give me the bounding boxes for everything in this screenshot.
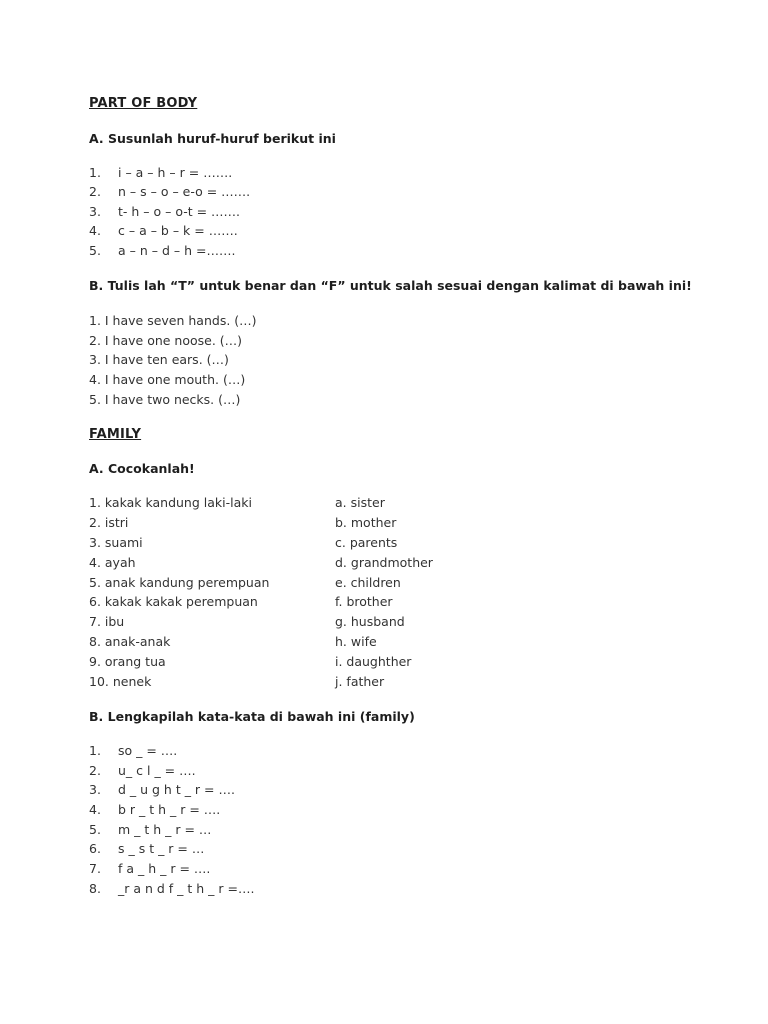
family-b-item: 7. f a _ h _ r = …. xyxy=(89,861,211,876)
body-a-item: 3. t- h – o – o-t = ……. xyxy=(89,204,241,219)
family-a-right-item: a. sister xyxy=(335,495,385,510)
body-a-item: 4. c – a – b – k = ……. xyxy=(89,223,238,238)
family-section-b-title: B. Lengkapilah kata-kata di bawah ini (family) xyxy=(89,709,415,724)
body-a-item: 1. i – a – h – r = ……. xyxy=(89,165,233,180)
family-a-right-item: j. father xyxy=(335,674,385,689)
body-b-item: 4. I have one mouth. (…) xyxy=(89,372,246,387)
family-a-left-item: 7. ibu xyxy=(89,614,125,629)
family-a-left-item: 1. kakak kandung laki-laki xyxy=(89,495,252,510)
family-a-left-item: 4. ayah xyxy=(89,555,136,570)
family-a-left-item: 2. istri xyxy=(89,515,129,530)
family-b-item: 6. s _ s t _ r = … xyxy=(89,841,205,856)
family-a-right-item: b. mother xyxy=(335,515,397,530)
body-section-a-title: A. Susunlah huruf-huruf berikut ini xyxy=(89,131,336,146)
family-b-item: 4. b r _ t h _ r = …. xyxy=(89,802,221,817)
body-b-item: 5. I have two necks. (…) xyxy=(89,392,241,407)
part-of-body-heading: PART OF BODY xyxy=(89,96,198,111)
family-a-right-item: d. grandmother xyxy=(335,555,433,570)
family-section-a-title: A. Cocokanlah! xyxy=(89,461,195,476)
body-a-item: 5. a – n – d – h =……. xyxy=(89,243,236,258)
family-a-left-item: 9. orang tua xyxy=(89,654,166,669)
family-a-right-item: c. parents xyxy=(335,535,398,550)
body-a-item: 2. n – s – o – e-o = ……. xyxy=(89,184,251,199)
body-b-item: 2. I have one noose. (…) xyxy=(89,333,243,348)
family-a-left-item: 8. anak-anak xyxy=(89,634,171,649)
body-section-b-title: B. Tulis lah “T” untuk benar dan “F” untuk salah sesuai dengan kalimat di bawah ini! xyxy=(89,278,692,293)
family-b-item: 1. so _ = …. xyxy=(89,743,178,758)
family-a-right-item: g. husband xyxy=(335,614,405,629)
family-a-left-item: 3. suami xyxy=(89,535,143,550)
body-b-item: 3. I have ten ears. (…) xyxy=(89,352,229,367)
family-a-left-item: 10. nenek xyxy=(89,674,152,689)
family-a-right-item: f. brother xyxy=(335,594,393,609)
family-a-left-item: 6. kakak kakak perempuan xyxy=(89,594,258,609)
family-a-right-item: e. children xyxy=(335,575,401,590)
family-a-left-item: 5. anak kandung perempuan xyxy=(89,575,270,590)
family-b-item: 3. d _ u g h t _ r = …. xyxy=(89,782,235,797)
family-b-item: 2. u_ c l _ = …. xyxy=(89,763,196,778)
family-a-right-item: i. daughther xyxy=(335,654,412,669)
body-b-item: 1. I have seven hands. (…) xyxy=(89,313,257,328)
family-b-item: 5. m _ t h _ r = … xyxy=(89,822,212,837)
family-heading: FAMILY xyxy=(89,427,142,442)
family-b-item: 8. _r a n d f _ t h _ r =…. xyxy=(89,881,255,896)
family-a-right-item: h. wife xyxy=(335,634,377,649)
